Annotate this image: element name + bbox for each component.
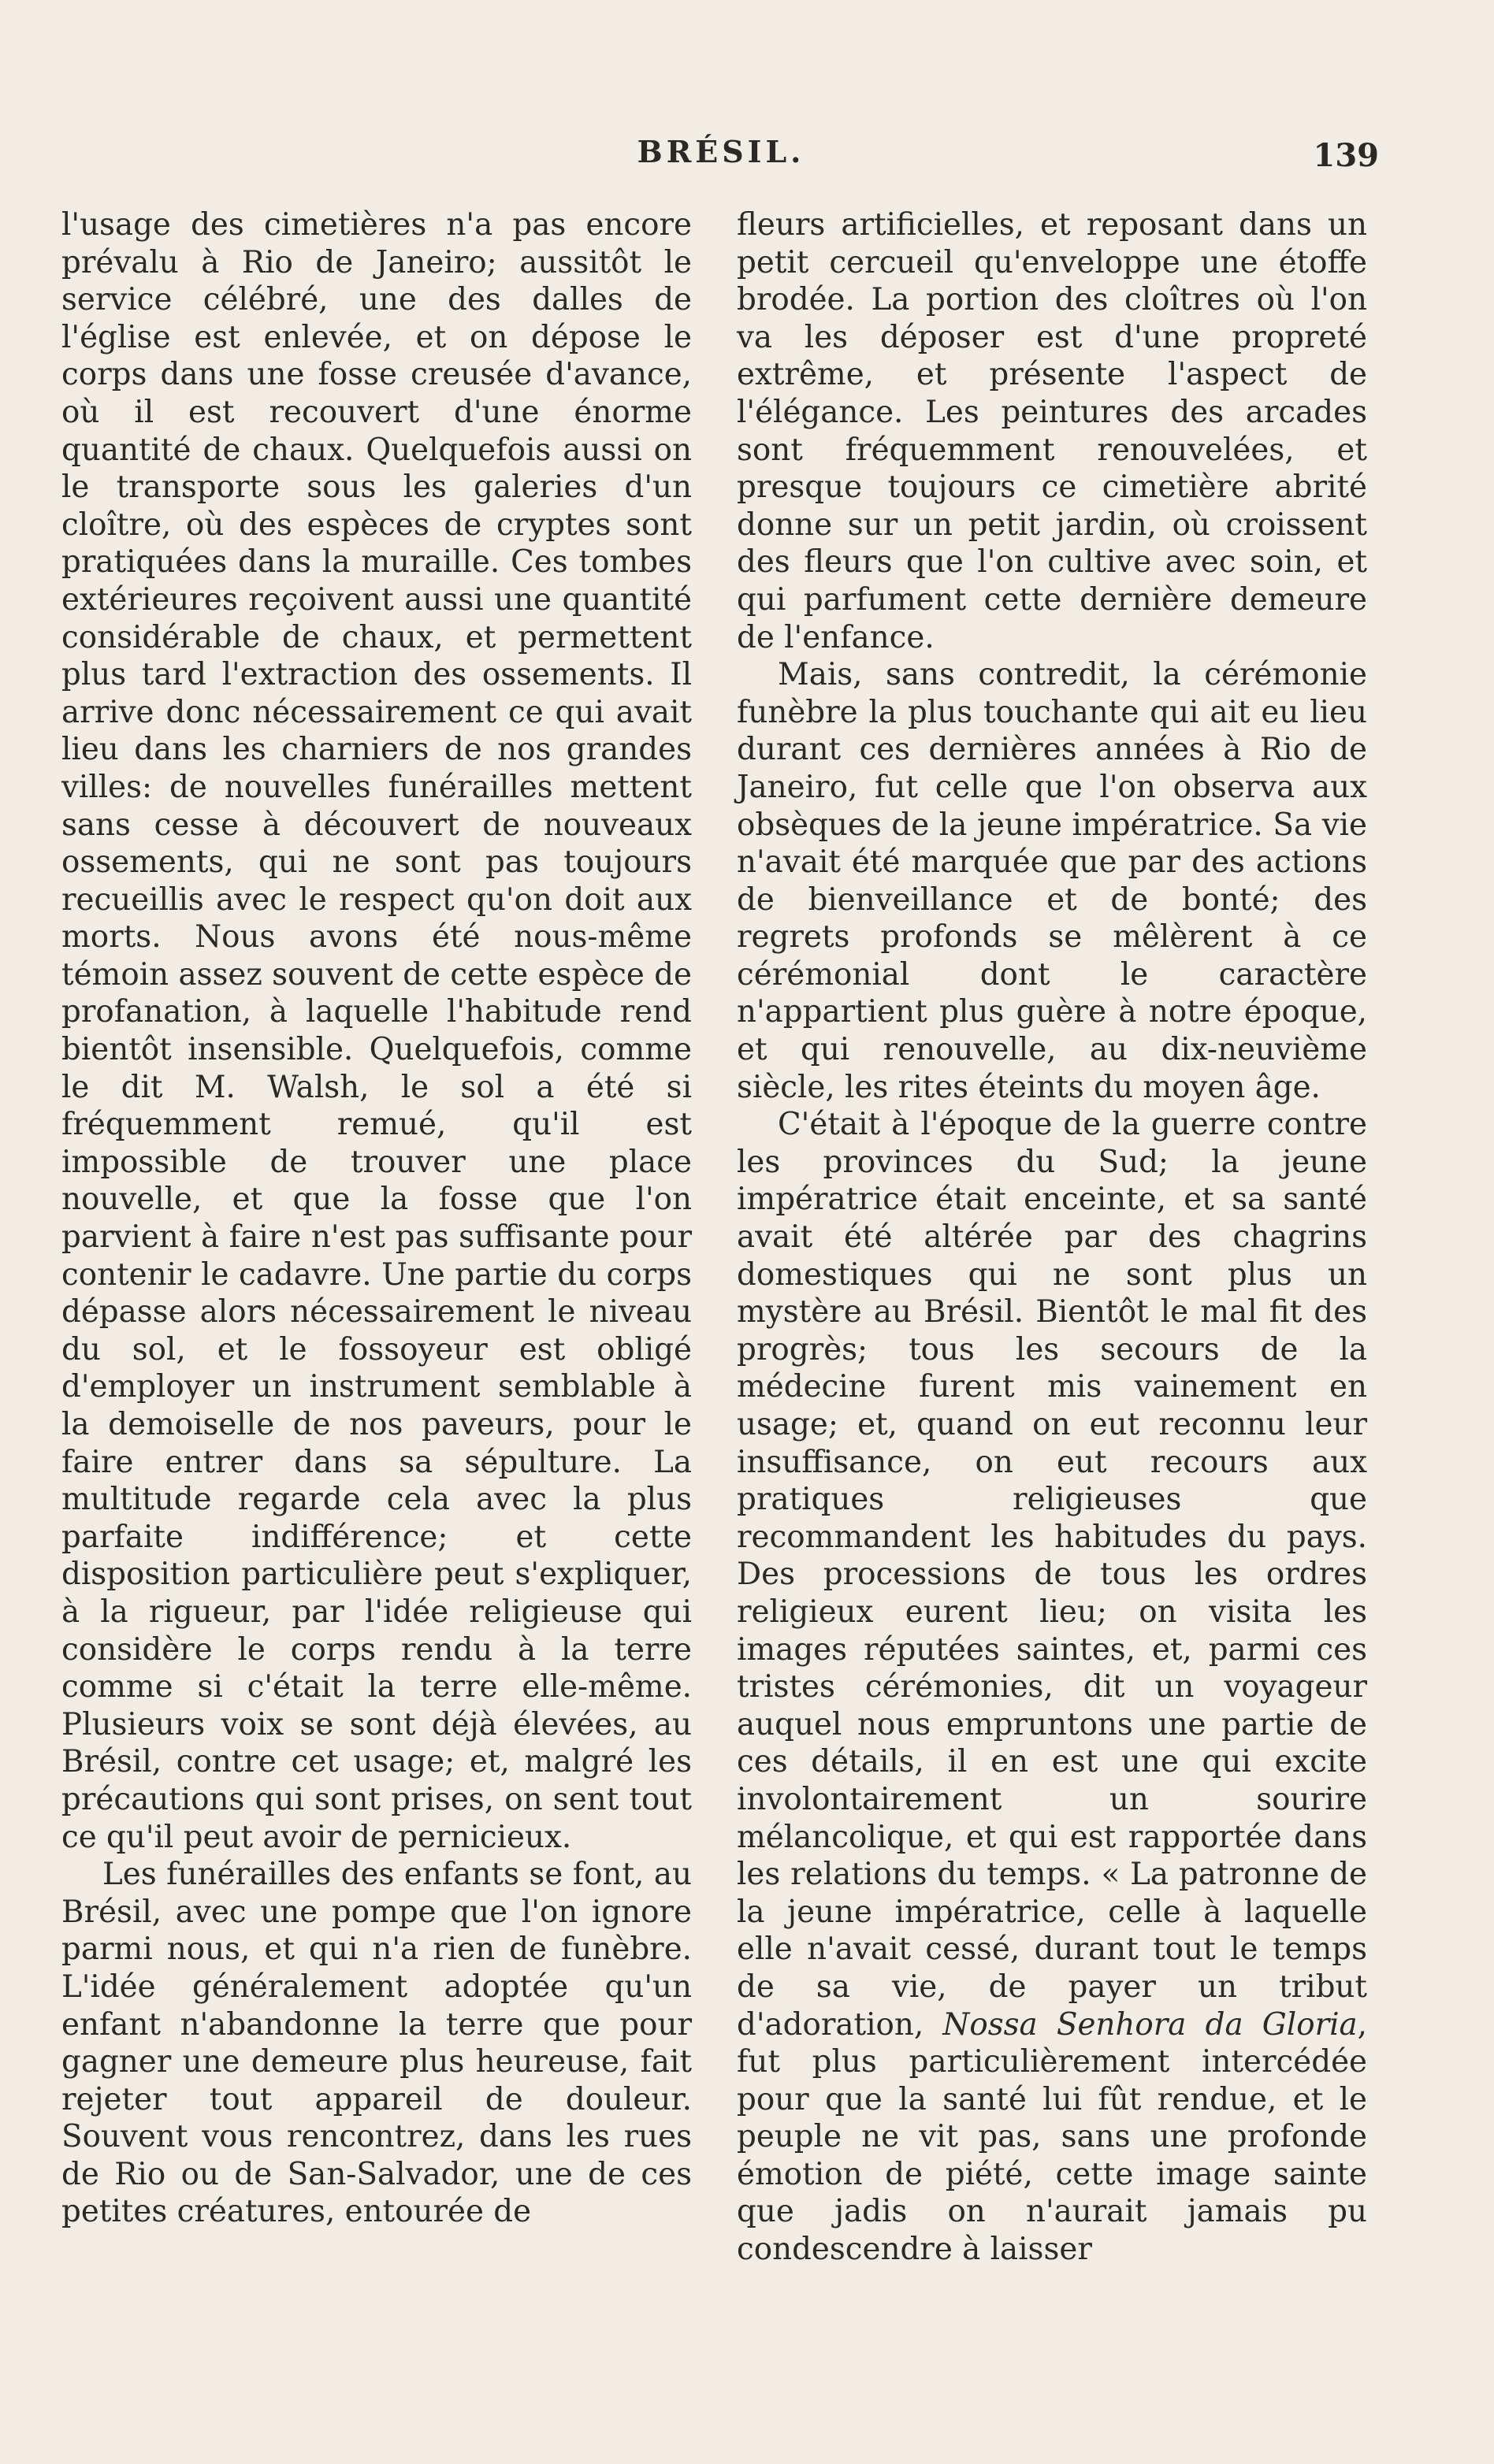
italic-saint-name: Nossa Senhora da Gloria [942,2006,1358,2043]
right-paragraph-1: fleurs artificielles, et reposant dans un petit cercueil qu'enveloppe une étoffe brodée. La portion des cloîtres où l'on va les déposer est d'une propreté extrême, et présente l'aspect de l'élégance. Les peintures des arcades sont fréquemment renouvelées, et presque toujours ce cimetière abrité donne sur un petit jardin, où croissent des fleurs que l'on cultive avec soin, et qui parfument cette dernière demeure de l'enfance. [737,207,1367,655]
page-header [55,134,1387,181]
right-paragraph-2: Mais, sans contredit, la cérémonie funèbre la plus touchante qui ait eu lieu durant ces dernières années à Rio de Janeiro, fut celle que l'on observa aux obsèques de la jeune impératrice. Sa vie n'avait été marquée que par des actions de bienveillance et de bonté; des regrets profonds se mêlèrent à ce cérémonial dont le caractère n'appartient plus guère à notre époque, et qui renouvelle, au dix-neuvième siècle, les rites éteints du moyen âge. [737,657,1367,1105]
right-paragraph-3-text-b: , fut plus particulièrement intercédée pour que la santé lui fût rendue, et le peuple ne vit pas, sans une profonde émotion de piété, cette image sainte que jadis on n'aurait jamais pu condescendre à laisser [737,2006,1367,2268]
left-column [61,206,692,2231]
left-paragraph-2: Les funérailles des enfants se font, au Brésil, avec une pompe que l'on ignore parmi nous, et qui n'a rien de funèbre. L'idée généralement adoptée qu'un enfant n'abandonne la terre que pour gagner une demeure plus heureuse, fait rejeter tout appareil de douleur. Souvent vous rencontrez, dans les rues de Rio ou de San-Salvador, une de ces petites créatures, entourée de [61,1857,692,2230]
right-paragraph-3 [737,1106,1367,2268]
left-paragraph-1: l'usage des cimetières n'a pas encore prévalu à Rio de Janeiro; aussitôt le service célébré, une des dalles de l'église est enlevée, et on dépose le corps dans une fosse creusée d'avance, où il est recouvert d'une énorme quantité de chaux. Quelquefois aussi on le transporte sous les galeries d'un cloître, où des espèces de cryptes sont pratiquées dans la muraille. Ces tombes extérieures reçoivent aussi une quantité considérable de chaux, et permettent plus tard l'extraction des ossements. Il arrive donc nécessairement ce qui avait lieu dans les charniers de nos grandes villes: de nouvelles funérailles mettent sans cesse à découvert de nouveaux ossements, qui ne sont pas toujours recueillis avec le respect qu'on doit aux morts. Nous avons été nous-même témoin assez souvent de cette espèce de profanation, à laquelle l'habitude rend bientôt insensible. Quelquefois, comme le dit M. Walsh, le sol a été si fréquemment remué, qu'il est impossible de trouver une place nouvelle, et que la fosse que l'on parvient à faire n'est pas suffisante pour contenir le cadavre. Une partie du corps dépasse alors nécessairement le niveau du sol, et le fossoyeur est obligé d'employer un instrument semblable à la demoiselle de nos paveurs, pour le faire entrer dans sa sépulture. La multitude regarde cela avec la plus parfaite indifférence; et cette disposition particulière peut s'expliquer, à la rigueur, par l'idée religieuse qui considère le corps rendu à la terre comme si c'était la terre elle-même. Plusieurs voix se sont déjà élevées, au Brésil, contre cet usage; et, malgré les précautions qui sont prises, on sent tout ce qu'il peut avoir de pernicieux. [61,207,692,1855]
running-title: BRÉSIL. [637,134,805,169]
page-number: 139 [1313,137,1379,174]
right-column [737,206,1367,2269]
right-paragraph-3-text-a: C'était à l'époque de la guerre contre les provinces du Sud; la jeune impératrice était enceinte, et sa santé avait été altérée par des chagrins domestiques qui ne sont plus un mystère au Brésil. Bientôt le mal fit des progrès; tous les secours de la médecine furent mis vainement en usage; et, quand on eut reconnu leur insuffisance, on eut recours aux pratiques religieuses que recommandent les habitudes du pays. Des processions de tous les ordres religieux eurent lieu; on visita les images réputées saintes, et, parmi ces tristes cérémonies, dit un voyageur auquel nous empruntons une partie de ces détails, il en est une qui excite involontairement un sourire mélancolique, et qui est rapportée dans les relations du temps. « La patronne de la jeune impératrice, celle à laquelle elle n'avait cessé, durant tout le temps de sa vie, de payer un tribut d'adoration, [737,1107,1367,2043]
